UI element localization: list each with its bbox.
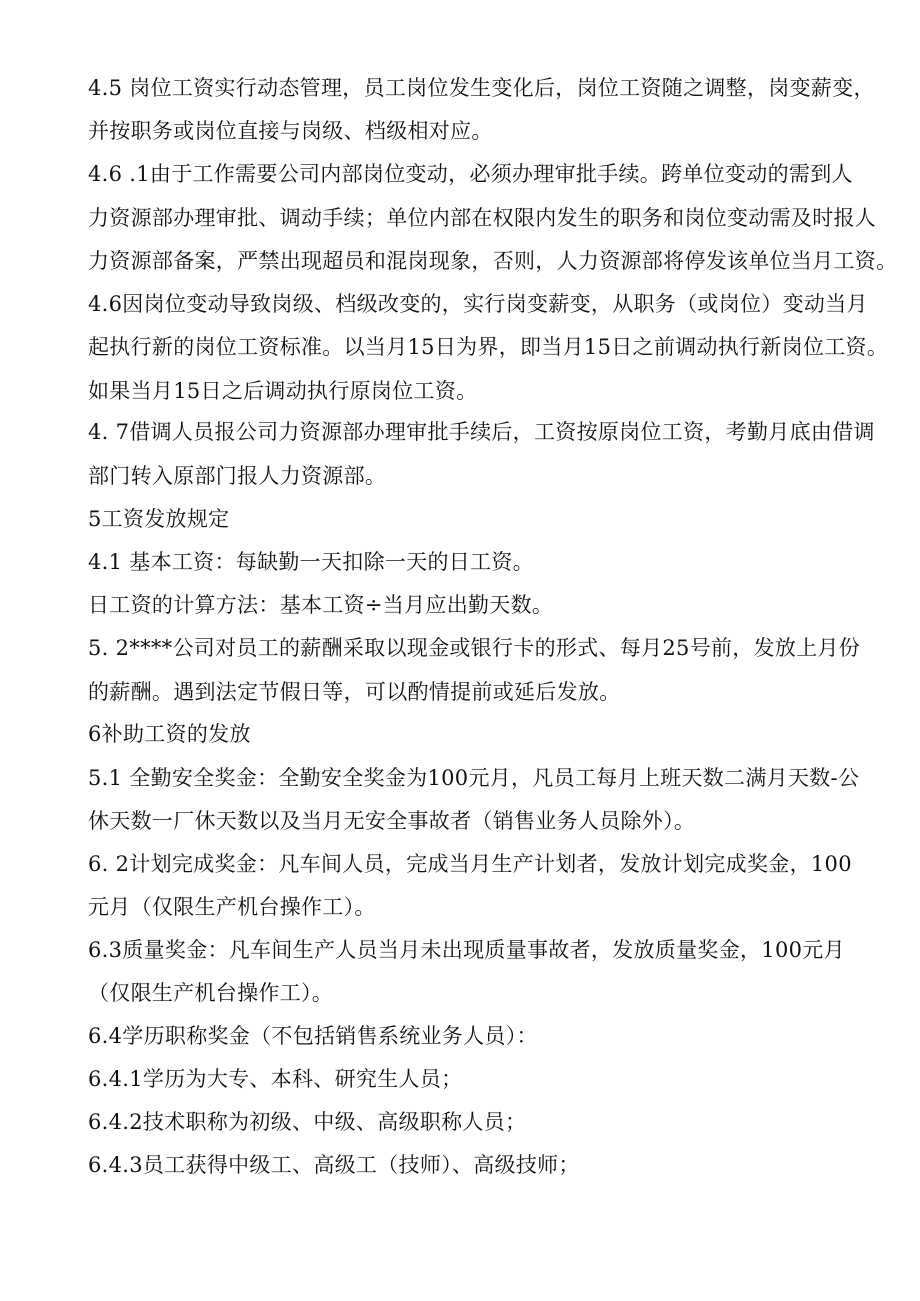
text-line: 6.3质量奖金：凡车间生产人员当月未出现质量事故者，发放质量奖金，100元月 — [88, 938, 845, 962]
text-line: 如果当月15日之后调动执行原岗位工资。 — [88, 379, 478, 403]
section-heading: 5工资发放规定 — [88, 507, 230, 531]
text-line: 力资源部办理审批、调动手续；单位内部在权限内发生的职务和岗位变动需及时报人 — [88, 206, 877, 230]
text-line: 的薪酬。遇到法定节假日等，可以酌情提前或延后发放。 — [88, 680, 621, 704]
text-line: 6.4.2技术职称为初级、中级、高级职称人员； — [88, 1110, 527, 1134]
text-line: 6.4学历职称奖金（不包括销售系统业务人员）： — [88, 1024, 538, 1048]
text-line: 元月（仅限生产机台操作工）。 — [88, 895, 376, 919]
text-line: 4.5 岗位工资实行动态管理，员工岗位发生变化后，岗位工资随之调整，岗变薪变， — [88, 76, 875, 100]
text-line: 6.4.1学历为大专、本科、研究生人员； — [88, 1067, 463, 1091]
text-line: 起执行新的岗位工资标准。以当月15日为界，即当月15日之前调动执行新岗位工资。 — [88, 335, 889, 359]
text-line: 5. 2****公司对员工的薪酬采取以现金或银行卡的形式、每月25号前，发放上月份 — [88, 636, 861, 660]
text-line: 4.6 .1由于工作需要公司内部岗位变动，必须办理审批手续。跨单位变动的需到人 — [88, 162, 853, 186]
text-line: 4.6因岗位变动导致岗级、档级改变的，实行岗变薪变，从职务（或岗位）变动当月 — [88, 292, 868, 316]
text-line: 4. 7借调人员报公司力资源部办理审批手续后，工资按原岗位工资，考勤月底由借调 — [88, 420, 875, 444]
text-line: 6. 2计划完成奖金：凡车间人员，完成当月生产计划者，发放计划完成奖金，100 — [88, 852, 852, 876]
text-line: 休天数一厂休天数以及当月无安全事故者（销售业务人员除外）。 — [88, 809, 696, 833]
text-line: 部门转入原部门报人力资源部。 — [88, 464, 387, 488]
section-heading: 6补助工资的发放 — [88, 722, 251, 746]
text-line: 6.4.3员工获得中级工、高级工（技师）、高级技师； — [88, 1153, 580, 1177]
text-line: 力资源部备案，严禁出现超员和混岗现象，否则，人力资源部将停发该单位当月工资。 — [88, 249, 898, 273]
text-line: 日工资的计算方法：基本工资÷当月应出勤天数。 — [88, 593, 554, 617]
text-line: 并按职务或岗位直接与岗级、档级相对应。 — [88, 119, 493, 143]
text-line: 5.1 全勤安全奖金：全勤安全奖金为100元月，凡员工每月上班天数二满月天数-公 — [88, 766, 860, 790]
text-line: 4.1 基本工资：每缺勤一天扣除一天的日工资。 — [88, 550, 534, 574]
text-line: （仅限生产机台操作工）。 — [88, 981, 334, 1005]
